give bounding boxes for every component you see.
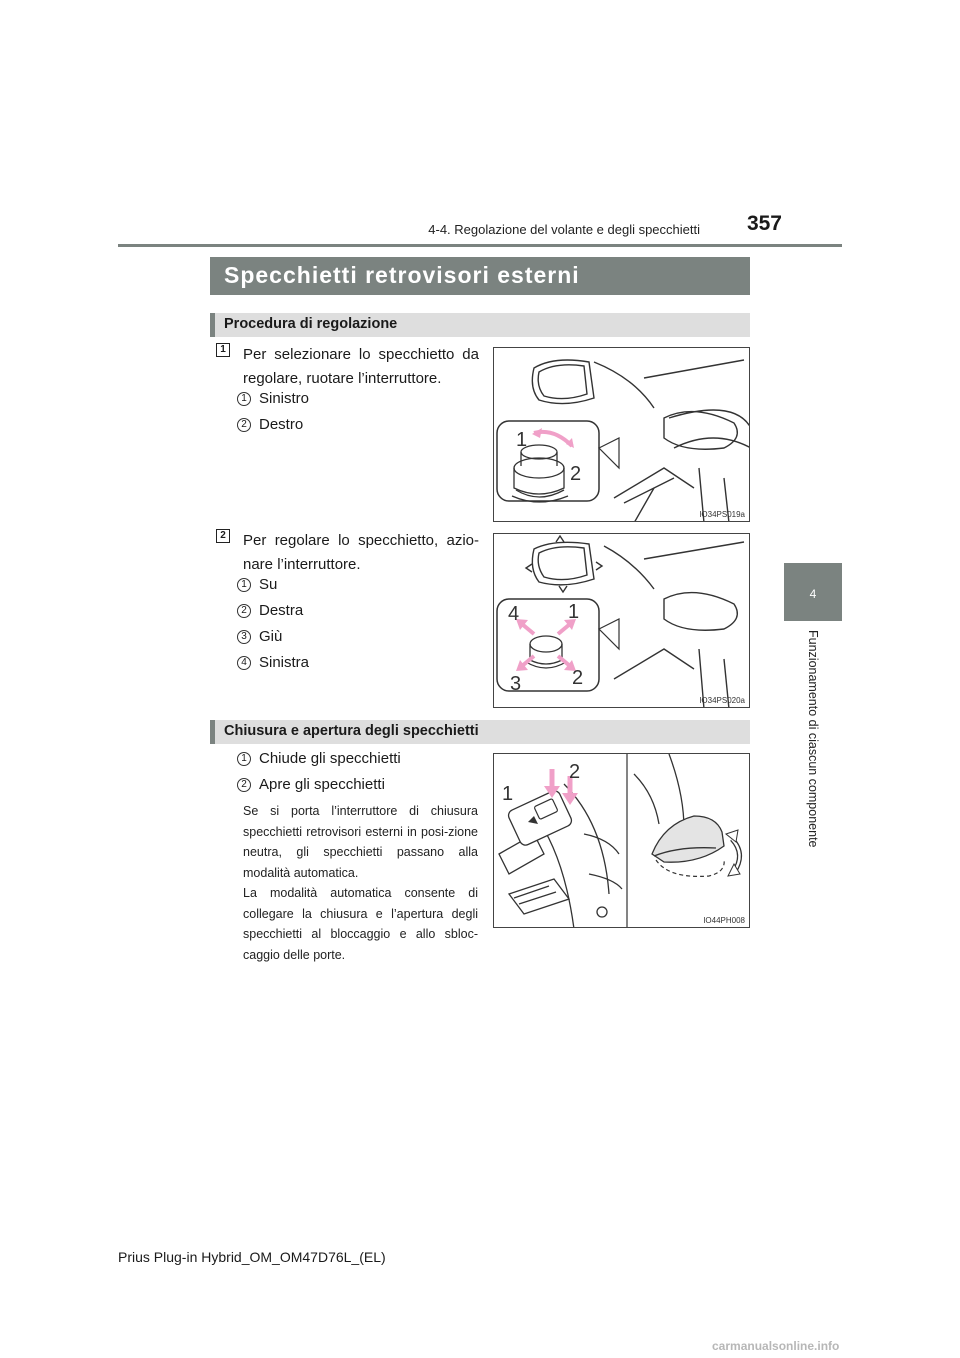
callout-4: 4 xyxy=(508,603,520,625)
item-label: Apre gli specchietti xyxy=(259,776,385,793)
figure-code: IO34PS019a xyxy=(699,510,745,519)
item-marker: 3 xyxy=(237,630,251,644)
step-2-marker: 2 xyxy=(216,529,230,543)
item-label: Sinistro xyxy=(259,390,310,407)
figure-mirror-fold-drawing xyxy=(494,754,750,928)
item-marker: 2 xyxy=(237,604,251,618)
section-title: 4-4. Regolazione del volante e degli specchietti xyxy=(428,222,700,237)
chapter-number: 4 xyxy=(809,587,817,601)
callout-2: 2 xyxy=(569,761,581,783)
step-2-text: Per regolare lo specchietto, azio-nare l’interruttore. xyxy=(243,532,479,573)
subheader-adjustment: Procedura di regolazione xyxy=(210,313,750,337)
item-marker: 1 xyxy=(237,752,251,766)
step-1-text: Per selezionare lo specchietto da regolare, ruotare l’interruttore. xyxy=(243,346,479,387)
figure-mirror-adjust-drawing xyxy=(494,534,750,708)
callout-2: 2 xyxy=(570,463,582,485)
callout-1: 1 xyxy=(502,783,514,805)
main-title: Specchietti retrovisori esterni xyxy=(210,257,750,295)
figure-code: IO44PH008 xyxy=(703,916,745,925)
item-label: Destra xyxy=(259,602,304,619)
item-label: Giù xyxy=(259,628,283,645)
chapter-tab xyxy=(784,563,842,621)
subheader-folding: Chiusura e apertura degli specchietti xyxy=(210,720,750,744)
note-auto-mode: La modalità automatica consente di collegare la chiusura e l’apertura degli specchietti al bloccaggio e allo sbloc-caggio delle porte. xyxy=(243,886,478,962)
note-neutral: Se si porta l’interruttore di chiusura specchietti retrovisori esterni in posi-zione neutra, gli specchietti passano alla modalità automatica. xyxy=(243,804,478,880)
item-marker: 1 xyxy=(237,578,251,592)
callout-3: 3 xyxy=(510,673,522,695)
item-marker: 1 xyxy=(237,392,251,406)
callout-2: 2 xyxy=(572,667,584,689)
header-rule xyxy=(118,244,842,247)
watermark: carmanualsonline.info xyxy=(712,1339,840,1353)
item-label: Sinistra xyxy=(259,654,310,671)
callout-1: 1 xyxy=(568,601,580,623)
footer-manual-id: Prius Plug-in Hybrid_OM_OM47D76L_(EL) xyxy=(118,1249,386,1265)
figure-mirror-select xyxy=(493,347,750,522)
item-marker: 4 xyxy=(237,656,251,670)
item-marker: 2 xyxy=(237,778,251,792)
step-1-marker: 1 xyxy=(216,343,230,357)
figure-mirror-adjust xyxy=(493,533,750,708)
callout-1: 1 xyxy=(516,429,528,451)
item-marker: 2 xyxy=(237,418,251,432)
item-label: Destro xyxy=(259,416,304,433)
page-number: 357 xyxy=(746,212,782,235)
figure-mirror-fold xyxy=(493,753,750,928)
figure-code: IO34PS020a xyxy=(699,696,745,705)
figure-mirror-select-drawing xyxy=(494,348,750,522)
item-label: Chiude gli specchietti xyxy=(259,750,401,767)
item-label: Su xyxy=(259,576,278,593)
chapter-title: Funzionamento di ciascun componente xyxy=(806,630,820,848)
